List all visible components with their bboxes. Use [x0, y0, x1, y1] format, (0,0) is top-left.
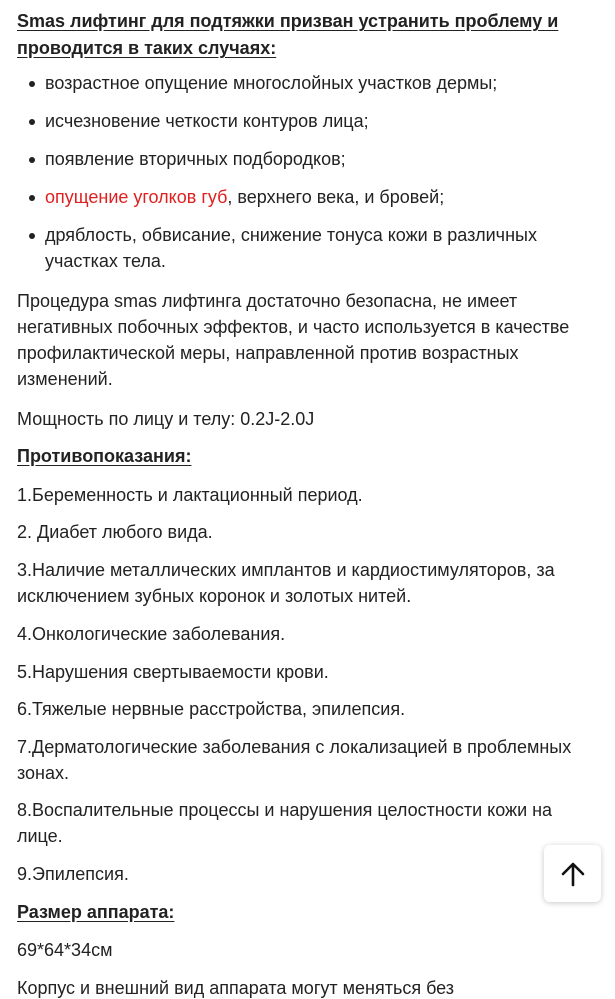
contra-item-1: 1.Беременность и лактационный период. — [17, 485, 363, 505]
contraindications-heading: Противопоказания: — [17, 446, 192, 466]
list-item-text: появление вторичных подбородков; — [45, 149, 346, 169]
procedure-paragraph: Процедура smas лифтинга достаточно безопасна, не имеет негативных побочных эффектов, и часто используется в качестве профилактической меры, направленной против возрастных изменений. — [17, 291, 570, 389]
bullet-dot-icon — [29, 195, 35, 201]
bullet-dot-icon — [29, 157, 35, 163]
list-item — [17, 108, 607, 134]
contra-item-2: 2. Диабет любого вида. — [17, 522, 213, 542]
power-text: Мощность по лицу и телу: 0.2J-2.0J — [17, 409, 315, 429]
arrow-up-icon — [559, 860, 587, 888]
contra-item-9: 9.Эпилепсия. — [17, 864, 129, 884]
list-item-text: исчезновение четкости контуров лица; — [45, 111, 369, 131]
bullet-dot-icon — [29, 233, 35, 239]
bullet-dot-icon — [29, 119, 35, 125]
list-item — [17, 184, 607, 210]
highlighted-text: опущение уголков губ — [45, 187, 228, 207]
list-item — [17, 146, 607, 172]
bullet-dot-icon — [29, 81, 35, 87]
footer-text: Корпус и внешний вид аппарата могут меняться без — [17, 978, 455, 998]
section-heading-smas: Smas лифтинг для подтяжки призван устранить проблему и проводится в таких случаях: — [17, 11, 559, 58]
scroll-to-top-button[interactable] — [544, 845, 601, 902]
contra-item-3: 3.Наличие металлических имплантов и кардиостимуляторов, за исключением зубных коронок и золотых нитей. — [17, 560, 555, 606]
list-item — [17, 222, 607, 274]
contra-item-7: 7.Дерматологические заболевания с локализацией в проблемных зонах. — [17, 737, 572, 783]
list-item — [17, 70, 607, 96]
contra-item-6: 6.Тяжелые нервные расстройства, эпилепсия. — [17, 699, 406, 719]
list-item-text: дряблость, обвисание, снижение тонуса кожи в различных участках тела. — [45, 225, 537, 271]
list-item-text: , верхнего века, и бровей; — [227, 187, 445, 207]
list-item-text: возрастное опущение многослойных участков дермы; — [45, 73, 498, 93]
contra-item-5: 5.Нарушения свертываемости крови. — [17, 662, 329, 682]
size-heading: Размер аппарата: — [17, 902, 175, 922]
indications-list — [17, 70, 607, 286]
contra-item-4: 4.Онкологические заболевания. — [17, 624, 286, 644]
contra-item-8: 8.Воспалительные процессы и нарушения целостности кожи на лице. — [17, 800, 553, 846]
size-value: 69*64*34см — [17, 940, 113, 960]
